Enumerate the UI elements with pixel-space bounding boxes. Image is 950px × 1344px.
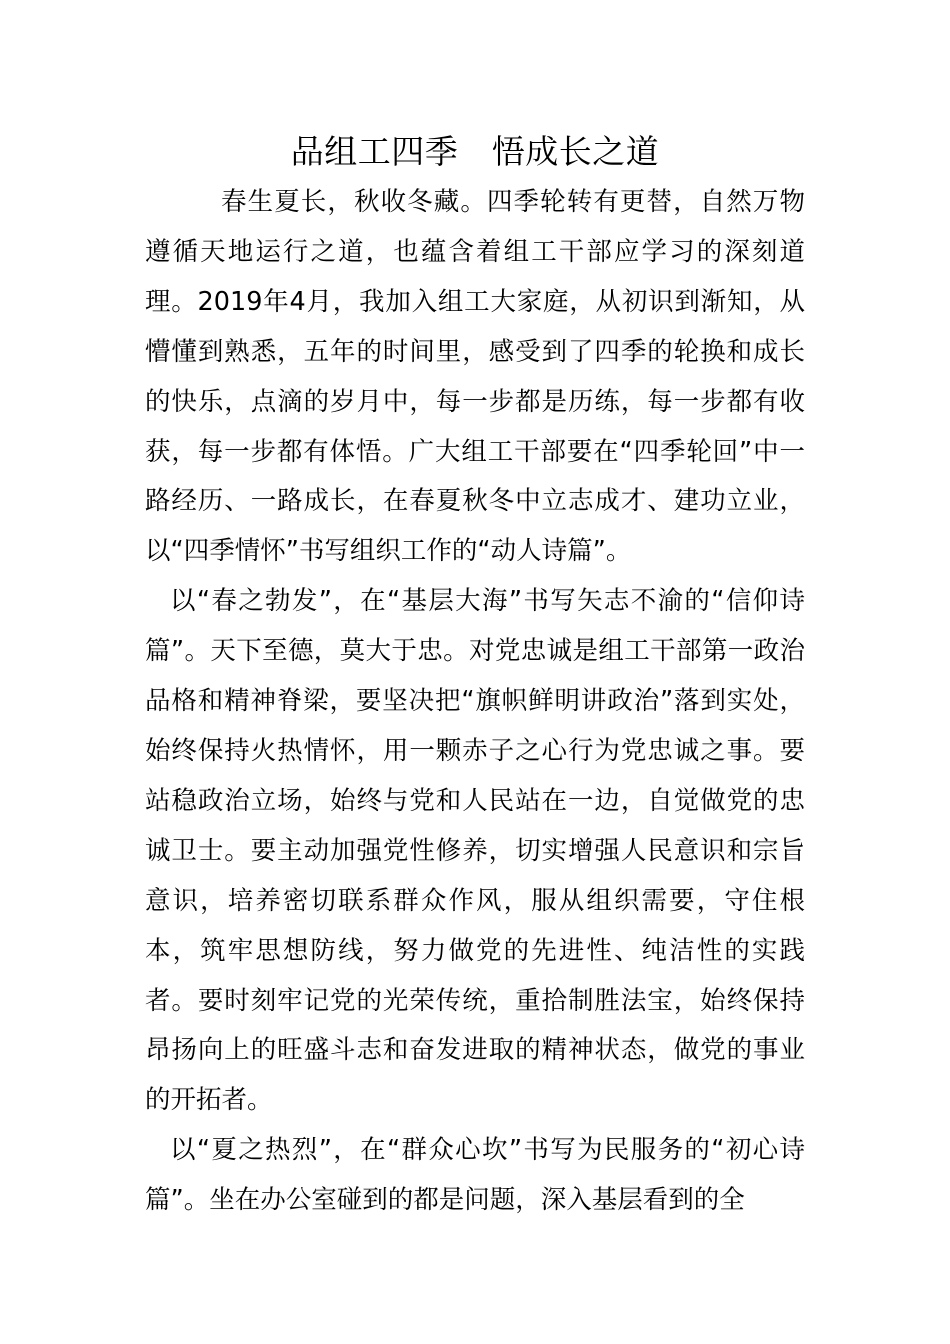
document-title: 品组工四季 悟成长之道 <box>290 132 660 171</box>
paragraph-intro: 春生夏长，秋收冬藏。四季轮转有更替，自然万物遵循天地运行之道，也蕴含着组工干部应学习的深刻道理。2019年4月，我加入组工大家庭，从初识到渐知，从懵懂到熟悉，五年的时间里，感受到了四季的轮换和成长的快乐，点滴的岁月中，每一步都是历练，每一步都有收获，每一步都有体悟。广大组工干部要在“四季轮回”中一路经历、一路成长，在春夏秋冬中立志成才、建功立业，以“四季情怀”书写组织工作的“动人诗篇”。 <box>145 187 805 567</box>
paragraph-summer: 以“夏之热烈”，在“群众心坎”书写为民服务的“初心诗篇”。坐在办公室碰到的都是问题，深入基层看到的全 <box>145 1135 805 1216</box>
paragraph-spring: 以“春之勃发”，在“基层大海”书写矢志不渝的“信仰诗篇”。天下至德，莫大于忠。对党忠诚是组工干部第一政治品格和精神脊梁，要坚决把“旗帜鲜明讲政治”落到实处，始终保持火热情怀，用一颗赤子之心行为党忠诚之事。要站稳政治立场，始终与党和人民站在一边，自觉做党的忠诚卫士。要主动加强党性修养，切实增强人民意识和宗旨意识，培养密切联系群众作风，服从组织需要，守住根本，筑牢思想防线，努力做党的先进性、纯洁性的实践者。要时刻牢记党的光荣传统，重拾制胜法宝，始终保持昂扬向上的旺盛斗志和奋发进取的精神状态，做党的事业的开拓者。 <box>145 586 805 1116</box>
document-page <box>145 126 805 1226</box>
